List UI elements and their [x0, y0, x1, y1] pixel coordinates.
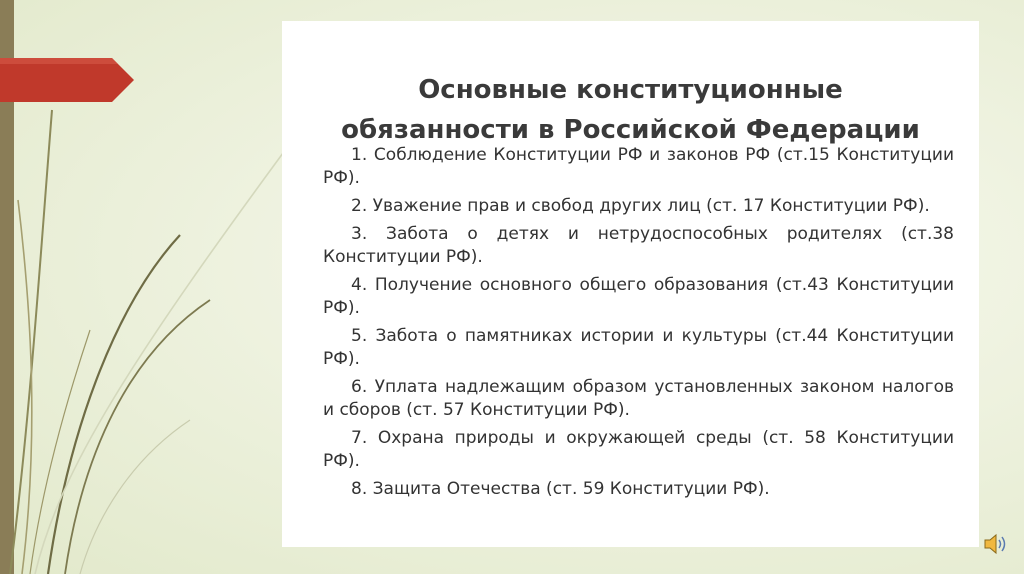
duty-item: 2. Уважение прав и свобод других лиц (ст. 17 Конституции РФ).: [351, 196, 930, 216]
content-card: [282, 21, 979, 547]
duty-item: 6. Уплата надлежащим образом установленных законом налогов и сборов (ст. 57 Конституции РФ).: [323, 377, 954, 420]
duty-item: 7. Охрана природы и окружающей среды (ст. 58 Конституции РФ).: [323, 428, 954, 471]
speaker-icon[interactable]: [983, 532, 1009, 556]
duties-list: [323, 144, 954, 506]
slide-title: [282, 70, 979, 150]
slide-title-line-2: обязанности в Российской Федерации: [341, 115, 920, 145]
duty-item: 1. Соблюдение Конституции РФ и законов РФ (ст.15 Конституции РФ).: [323, 145, 954, 188]
duty-item: 8. Защита Отечества (ст. 59 Конституции РФ).: [351, 479, 770, 499]
red-arrow-icon: [0, 58, 134, 102]
duty-item: 5. Забота о памятниках истории и культуры (ст.44 Конституции РФ).: [323, 326, 954, 369]
duty-item: 4. Получение основного общего образования (ст.43 Конституции РФ).: [323, 275, 954, 318]
duty-item: 3. Забота о детях и нетрудоспособных родителях (ст.38 Конституции РФ).: [323, 224, 954, 267]
slide-title-line-1: Основные конституционные: [418, 75, 843, 105]
